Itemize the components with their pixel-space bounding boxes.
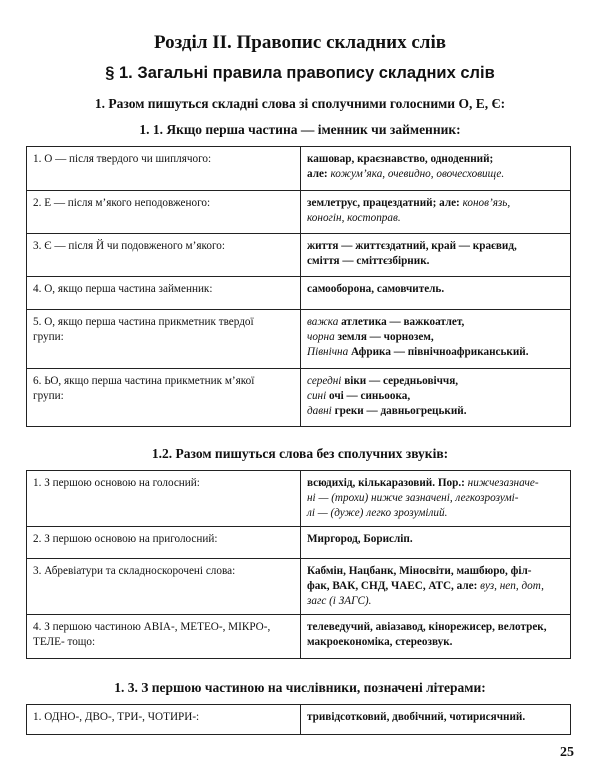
example-text: греки — давньогрецький. (331, 405, 467, 417)
exception-text: загс (і ЗАГС). (307, 595, 372, 607)
rule-cell: 1. ОДНО-, ДВО-, ТРИ-, ЧОТИРИ-: (27, 705, 301, 735)
table-row (27, 471, 571, 527)
example-text: Африка — північноафриканський. (348, 346, 529, 358)
but-label: але: (453, 580, 478, 592)
comparison-text: ні — (трохи) нижче зазначені, легкозрозумі- (307, 492, 519, 504)
exception-text: вуз, неп, дот, (477, 580, 544, 592)
section-title: Розділ II. Правопис складних слів (154, 32, 446, 53)
but-label: але: (307, 168, 328, 180)
example-text: атлетика — важкоатлет, (338, 316, 465, 328)
rule-cell: 1. О — після твердого чи шиплячого: (27, 147, 301, 191)
example-text: очі — синьоока, (326, 390, 411, 402)
table-row (27, 191, 571, 234)
adjective-italic: сині (307, 390, 327, 402)
adjective-italic: Північна (307, 346, 349, 358)
example-cell (301, 234, 571, 277)
example-text: фак, ВАК, СНД, ЧАЕС, АТС, (307, 580, 454, 592)
rule-cell: 2. З першою основою на приголосний: (27, 527, 301, 559)
rule-cell (27, 615, 301, 659)
table-row (27, 559, 571, 615)
table-row (27, 147, 571, 191)
adjective-italic: чорна (307, 331, 335, 343)
table-compound-without-vowels (26, 470, 571, 659)
comparison-text: лі — (дуже) легко зрозумілий. (307, 507, 448, 519)
rule-text: ТЕЛЕ- тощо: (33, 636, 96, 648)
rule-text: 6. ЬО, якщо перша частина прикметник м’якої (33, 375, 255, 387)
rule-cell: 1. З першою основою на голосний: (27, 471, 301, 527)
example-text: всюдихід, кількаразовий. (307, 477, 436, 489)
table-numeral-prefixes (26, 704, 571, 735)
rule-text: групи: (33, 390, 64, 402)
rule-cell: 3. Є — після Й чи подовженого м’якого: (27, 234, 301, 277)
exception-text: кожум’яка, очевидно, овочесховище. (327, 168, 505, 180)
page-number: 25 (560, 745, 574, 760)
rule-cell (27, 369, 301, 427)
rule-1-3-heading: 1. 3. З першою частиною на числівники, позначені літерами: (114, 680, 486, 695)
example-cell (301, 191, 571, 234)
example-text: землетрус, працездатний; (307, 197, 437, 209)
table-row (27, 369, 571, 427)
example-text: макроекономіка, стереозвук. (307, 636, 453, 648)
rule-cell: 2. Е — після м’якого неподовженого: (27, 191, 301, 234)
example-text: земля — чорнозем, (334, 331, 434, 343)
example-cell (301, 277, 571, 310)
table-row (27, 310, 571, 369)
rule-cell: 3. Абревіатури та складноскорочені слова: (27, 559, 301, 615)
exception-text: конов’язь, (459, 197, 511, 209)
table-row (27, 234, 571, 277)
rule-text: групи: (33, 331, 64, 343)
adjective-italic: середні (307, 375, 342, 387)
example-text: віки — середньовіччя, (341, 375, 459, 387)
example-cell (301, 471, 571, 527)
rule-1-2-heading: 1.2. Разом пишуться слова без сполучних звуків: (151, 446, 449, 461)
example-cell (301, 310, 571, 369)
example-text: кашовар, краєзнавство, одноденний; (307, 153, 494, 165)
example-cell (301, 527, 571, 559)
example-text: сміття — сміттєзбірник. (307, 255, 430, 267)
rule-cell (27, 310, 301, 369)
table-row (27, 527, 571, 559)
rule-cell: 4. О, якщо перша частина займенник: (27, 277, 301, 310)
example-text: життя — життєздатний, край — краєвид, (307, 240, 517, 252)
example-cell (301, 559, 571, 615)
comparison-text: нижчезазначе- (464, 477, 539, 489)
example-text: тривідсотковий, двобічний, чотирисячний. (307, 711, 526, 723)
table-row (27, 705, 571, 735)
adjective-italic: давні (307, 405, 332, 417)
example-text: телеведучий, авіазавод, кінорежисер, велотрек, (307, 621, 547, 633)
rule-1-1-heading: 1. 1. Якщо перша частина — іменник чи займенник: (139, 122, 461, 137)
paragraph-title: § 1. Загальні правила правопису складних слів (105, 64, 495, 82)
table-row (27, 615, 571, 659)
example-cell (301, 147, 571, 191)
rule-1-heading: 1. Разом пишуться складні слова зі сполучними голосними О, Е, Є: (94, 96, 506, 111)
example-text: самооборона, самовчитель. (307, 283, 445, 295)
but-label: але: (436, 197, 460, 209)
exception-text: коногін, костоправ. (307, 212, 401, 224)
table-row (27, 277, 571, 310)
example-text: Кабмін, Нацбанк, Міносвіти, машбюро, філ- (307, 565, 532, 577)
rule-text: 5. О, якщо перша частина прикметник твердої (33, 316, 254, 328)
adjective-italic: важка (307, 316, 339, 328)
table-compound-with-vowels (26, 146, 571, 427)
example-cell (301, 705, 571, 735)
compare-label: Пор.: (435, 477, 465, 489)
rule-text: 4. З першою частиною АВІА-, МЕТЕО-, МІКРО-, (33, 621, 271, 633)
example-text: Миргород, Борисліп. (307, 533, 413, 545)
example-cell (301, 369, 571, 427)
example-cell (301, 615, 571, 659)
